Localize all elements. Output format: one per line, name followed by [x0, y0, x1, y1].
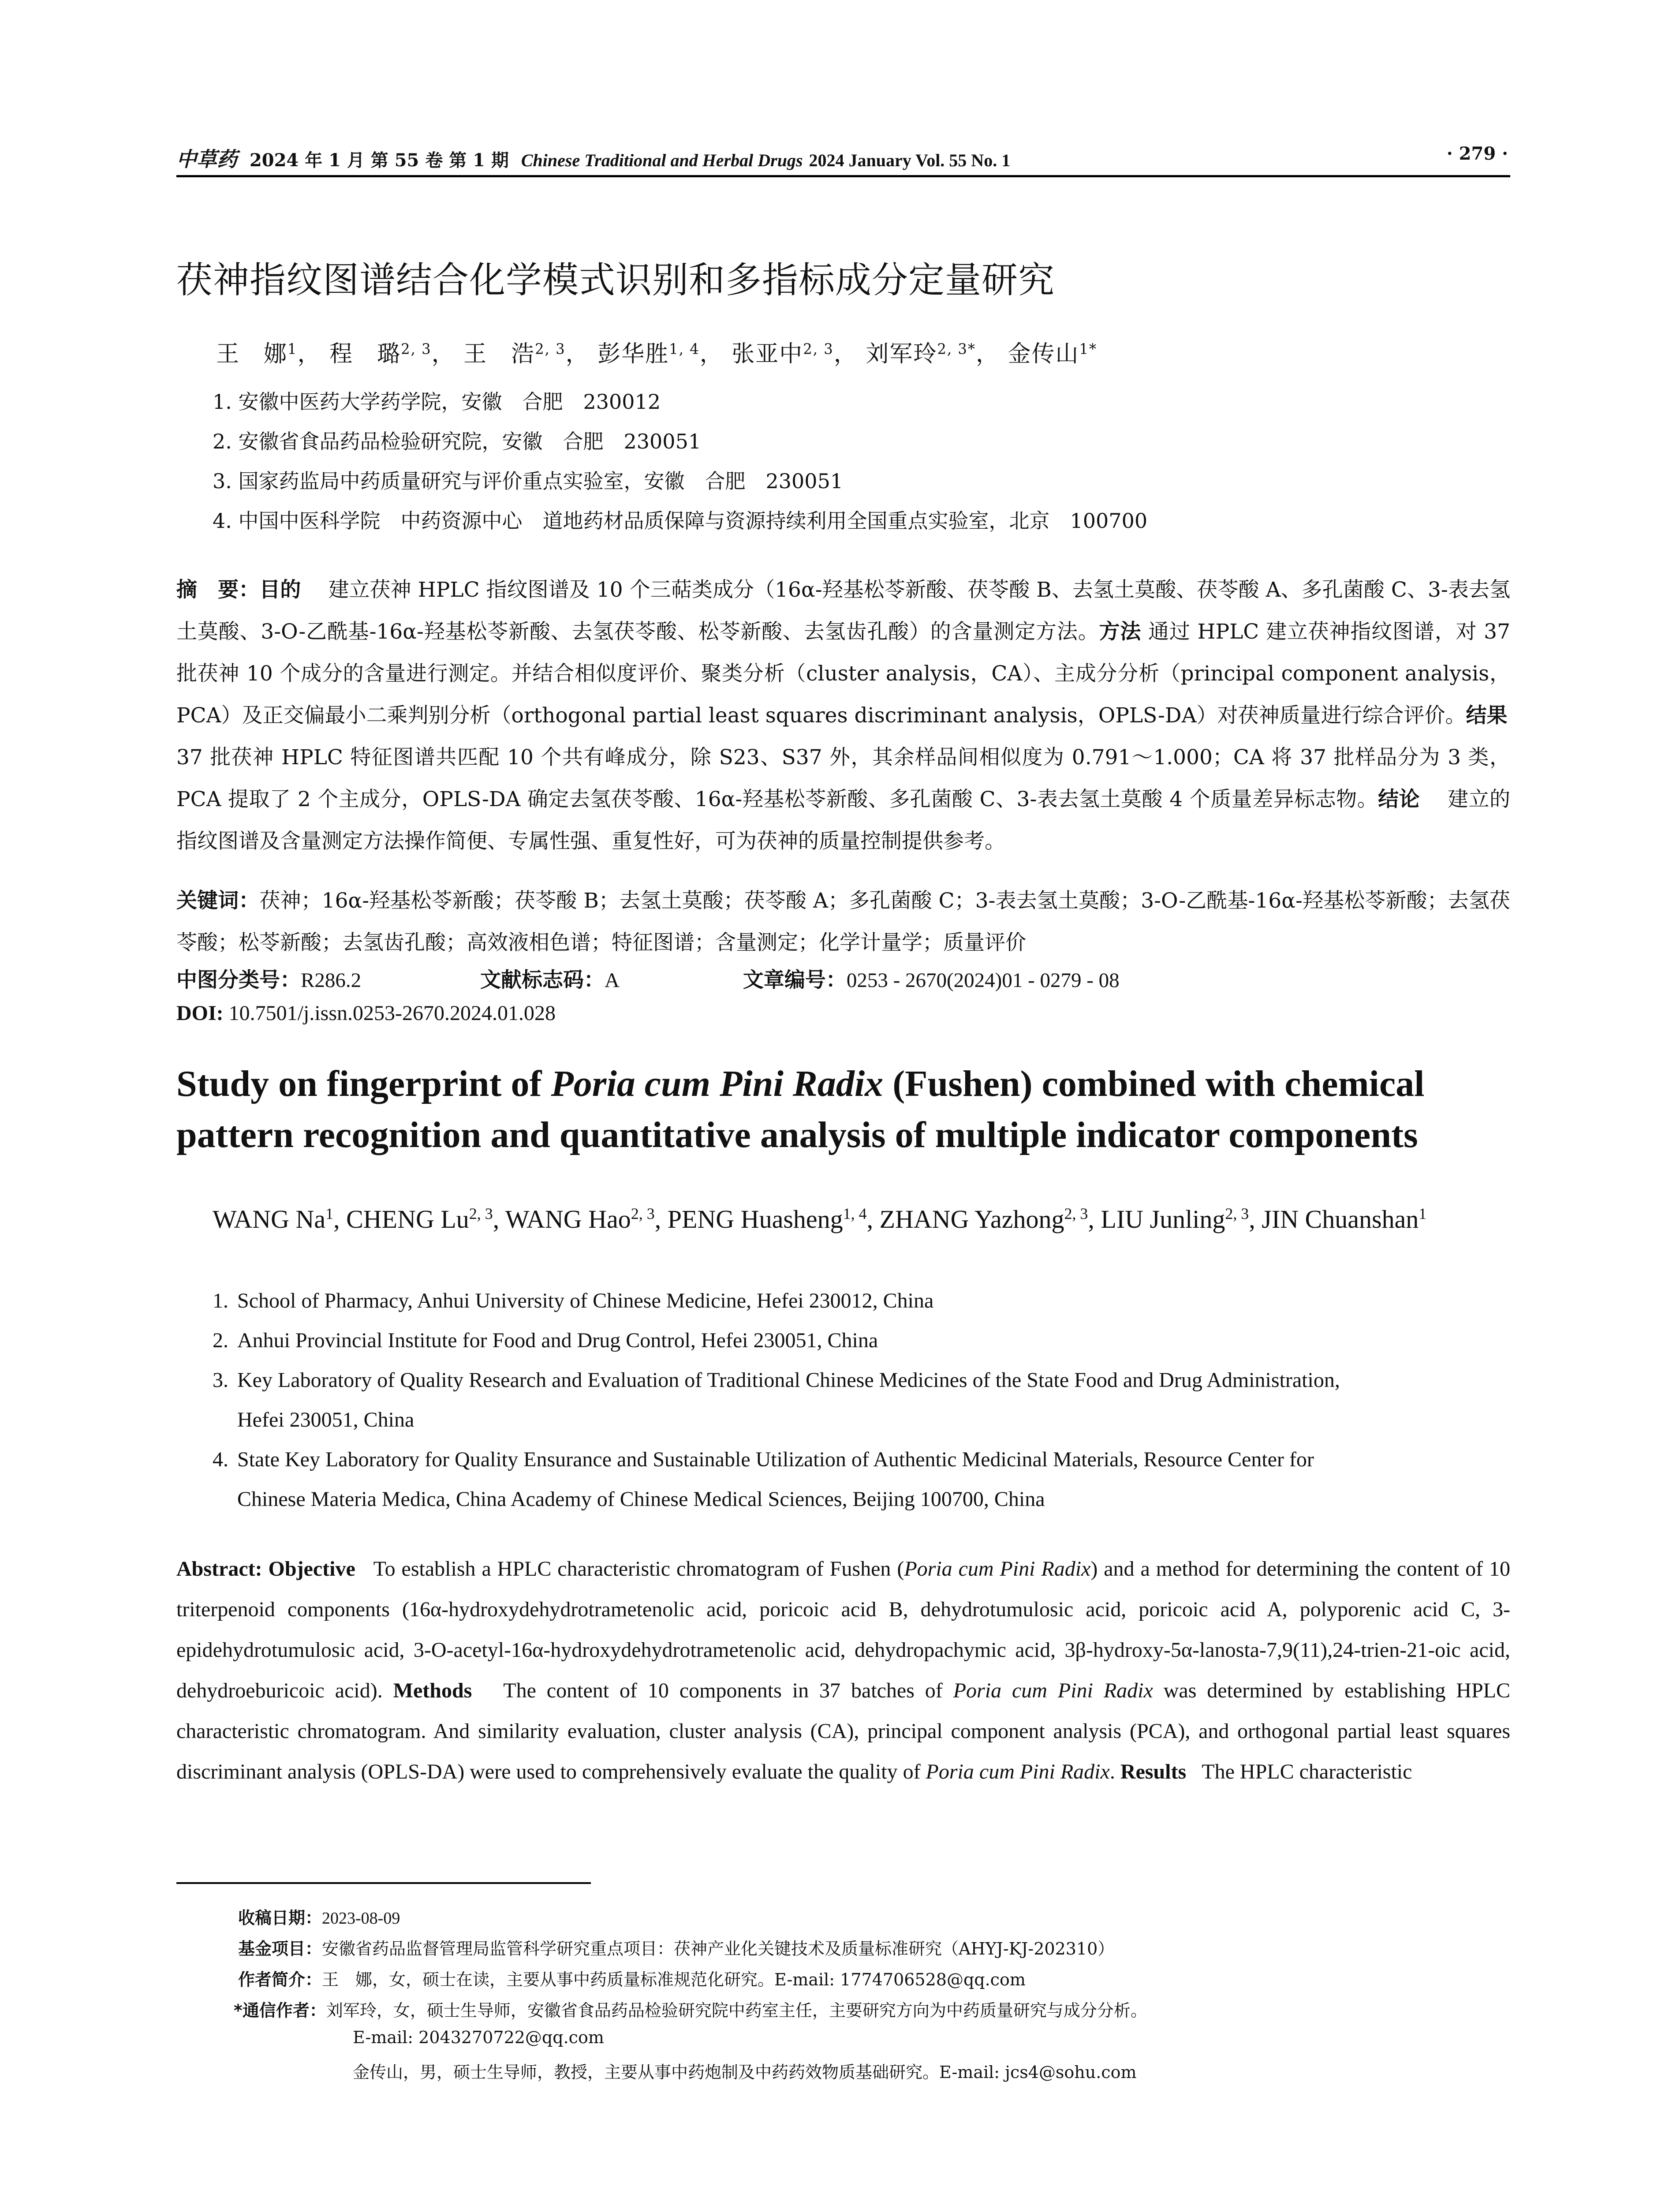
conclusion-label: 结论	[1378, 787, 1420, 811]
author-en: CHENG Lu$^{2, 3}$	[346, 1205, 493, 1233]
doi-label: DOI:	[176, 1002, 224, 1025]
authors-en: WANG Na$^1$, CHENG Lu$^{2, 3}$, WANG Hao$^{2, 3}$, PENG Huasheng$^{1, 4}$, ZHANG Yazhong$^{2, 3}$, LIU Junling$^{2, 3}$, JIN Chuanshan$^1$	[213, 1205, 1427, 1233]
classification-line	[176, 964, 1120, 993]
methods-en-label: Methods	[393, 1679, 472, 1702]
keywords-cn	[176, 880, 1510, 964]
footnote-corresponding: *通信作者：刘军玲，女，硕士生导师，安徽省食品药品检验研究院中药室主任，主要研究方向为中药质量研究与成分分析。	[234, 2001, 1147, 2020]
author-en: LIU Junling$^{2, 3}$	[1101, 1205, 1249, 1233]
page-number: · 279 ·	[1446, 143, 1508, 164]
objective-text: 建立茯神 HPLC 指纹图谱及 10 个三萜类成分（16α-羟基松苓新酸、茯苓酸 B、去氢土莫酸、茯苓酸 A、多孔菌酸 C、3-表去氢土莫酸、3-O-乙酰基-16α-羟基松苓新酸、去氢茯苓酸、松苓新酸、去氢齿孔酸）的含量测定方法。	[176, 578, 1510, 644]
title-cn: 茯神指纹图谱结合化学模式识别和多指标成分定量研究	[176, 259, 1055, 301]
author-cn: 张亚中$^{2, 3}$	[732, 340, 834, 367]
article-no-label: 文章编号：	[743, 968, 847, 992]
doi	[176, 1001, 556, 1025]
issue-cn: 2024 年 1 月 第 55 卷 第 1 期	[249, 150, 509, 171]
author-cn: 王 娜$^1$	[216, 340, 298, 367]
footnote-corr2: 金传山，男，硕士生导师，教授，主要从事中药炮制及中药药效物质基础研究。E-mail: jcs4@sohu.com	[353, 2063, 1137, 2082]
affiliation-cn: 1. 安徽中医药大学药学院，安徽 合肥 230012	[213, 390, 661, 414]
author-en: WANG Hao$^{2, 3}$	[505, 1205, 655, 1233]
doi-link[interactable]: 10.7501/j.issn.0253-2670.2024.01.028	[228, 1002, 556, 1025]
results-en-label: Results	[1120, 1760, 1187, 1783]
clc-label: 中图分类号：	[176, 968, 301, 992]
affiliation-cn: 3. 国家药监局中药质量研究与评价重点实验室，安徽 合肥 230051	[213, 469, 844, 493]
author-cn: 金传山$^{1*}$	[1008, 340, 1098, 367]
conclusion-text: 建立的指纹图谱及含量测定方法操作简便、专属性强、重复性好，可为茯神的质量控制提供参考。	[176, 787, 1511, 853]
clc-value: R286.2	[301, 969, 362, 992]
author-cn: 彭华胜$^{1, 4}$	[597, 340, 700, 367]
author-cn: 程 璐$^{2, 3}$	[329, 340, 432, 367]
results-text: 37 批茯神 HPLC 特征图谱共匹配 10 个共有峰成分，除 S23、S37 外，其余样品间相似度为 0.791～1.000；CA 将 37 批样品分为 3 类，PCA 提取了 2 个主成分，OPLS-DA 确定去氢茯苓酸、16α-羟基松苓新酸、多孔菌酸 C、3-表去氢土莫酸 4 个质量差异标志物。	[176, 745, 1510, 811]
abstract-en-label: Abstract:	[176, 1557, 262, 1581]
author-en: WANG Na$^1$	[213, 1205, 334, 1233]
methods-text: 通过 HPLC 建立茯神指纹图谱，对 37 批茯神 10 个成分的含量进行测定。并结合相似度评价、聚类分析（cluster analysis，CA）、主成分分析（principal component analysis，PCA）及正交偏最小二乘判别分析（orthogonal partial least squares discriminant analysis，OPLS-DA）对茯神质量进行综合评价。	[176, 620, 1510, 728]
results-label: 结果	[1466, 703, 1508, 728]
affiliation-en: 2. Anhui Provincial Institute for Food and Drug Control, Hefei 230051, China	[213, 1329, 878, 1352]
running-header	[176, 143, 1010, 172]
journal-name-cn: 中草药	[176, 147, 237, 171]
objective-label: 目的	[259, 578, 301, 602]
objective-en-label: Objective	[268, 1557, 355, 1581]
keywords-label: 关键词：	[176, 889, 260, 913]
abstract-cn	[176, 569, 1510, 862]
footnote-received: 收稿日期：2023-08-09	[238, 1908, 400, 1928]
article-no-value: 0253 - 2670(2024)01 - 0279 - 08	[846, 969, 1120, 992]
journal-name-en: Chinese Traditional and Herbal Drugs	[521, 150, 803, 170]
footnote-author: 作者简介：王 娜，女，硕士在读，主要从事中药质量标准规范化研究。E-mail: 1774706528@qq.com	[238, 1970, 1026, 1989]
author-en: ZHANG Yazhong$^{2, 3}$	[879, 1205, 1088, 1233]
affiliation-en: 3. Key Laboratory of Quality Research and Evaluation of Traditional Chinese Medicines of the State Food and Drug Administration, Hefei 230051, China	[213, 1368, 1340, 1431]
author-en: JIN Chuanshan$^1$	[1262, 1205, 1427, 1233]
affiliation-cn: 2. 安徽省食品药品检验研究院，安徽 合肥 230051	[213, 430, 702, 453]
keywords-text: 茯神；16α-羟基松苓新酸；茯苓酸 B；去氢土莫酸；茯苓酸 A；多孔菌酸 C；3-表去氢土莫酸；3-O-乙酰基-16α-羟基松苓新酸；去氢茯苓酸；松苓新酸；去氢齿孔酸；高效液相色谱；特征图谱；含量测定；化学计量学；质量评价	[176, 889, 1510, 955]
methods-label: 方法	[1099, 620, 1142, 644]
authors-cn: 王 娜$^1$， 程 璐$^{2, 3}$， 王 浩$^{2, 3}$， 彭华胜$^{1, 4}$， 张亚中$^{2, 3}$， 刘军玲$^{2, 3*}$， 金传山$^{1*}$	[216, 340, 1098, 367]
abstract-en: Abstract: Objective To establish a HPLC characteristic chromatogram of Fushen (Poria cum Pini Radix) and a method for determining the content of 10 triterpenoid components (16α-hydroxydehydrotrametenolic acid, poricoic acid B, dehydrotumulosic acid, poricoic acid A, polyporenic acid C, 3-epidehydrotumulosic acid, 3-O-acetyl-16α-hydroxydehydrotrametenolic acid, dehydropachymic acid, 3β-hydroxy-5α-lanosta-7,9(11),24-trien-21-oic acid, dehydroeburicoic acid). Methods The content of 10 components in 37 batches of Poria cum Pini Radix was determined by establishing HPLC characteristic chromatogram. And similarity evaluation, cluster analysis (CA), principal component analysis (PCA), and orthogonal partial least squares discriminant analysis (OPLS-DA) were used to comprehensively evaluate the quality of Poria cum Pini Radix. Results The HPLC characteristic	[176, 1557, 1510, 1783]
footnote-corr1-email: E-mail: 2043270722@qq.com	[353, 2028, 604, 2047]
affiliation-cn: 4. 中国中医科学院 中药资源中心 道地药材品质保障与资源持续利用全国重点实验室，北京 100700	[213, 509, 1148, 533]
footnote-rule	[176, 1882, 591, 1884]
author-cn: 刘军玲$^{2, 3*}$	[866, 340, 976, 367]
doc-code-value: A	[605, 969, 620, 992]
abstract-cn-label: 摘 要：	[176, 578, 260, 602]
affiliation-en: 1. School of Pharmacy, Anhui University of Chinese Medicine, Hefei 230012, China	[213, 1289, 934, 1312]
issue-en: 2024 January Vol. 55 No. 1	[809, 150, 1011, 170]
author-cn: 王 浩$^{2, 3}$	[463, 340, 566, 367]
doc-code-label: 文献标志码：	[480, 968, 605, 992]
footnote-fund: 基金项目：安徽省药品监督管理局监管科学研究重点项目：茯神产业化关键技术及质量标准研究（AHYJ-KJ-202310）	[238, 1939, 1115, 1958]
affiliation-en: 4. State Key Laboratory for Quality Ensurance and Sustainable Utilization of Authentic Medicinal Materials, Resource Center for Chinese Materia Medica, China Academy of Chinese Medical Sciences, Beijing 100700, China	[213, 1448, 1314, 1511]
author-en: PENG Huasheng$^{1, 4}$	[667, 1205, 867, 1233]
title-en: Study on fingerprint of Poria cum Pini Radix (Fushen) combined with chemical pattern recognition and quantitative analysis of multiple indicator components	[176, 1063, 1425, 1155]
header-rule	[176, 175, 1510, 177]
